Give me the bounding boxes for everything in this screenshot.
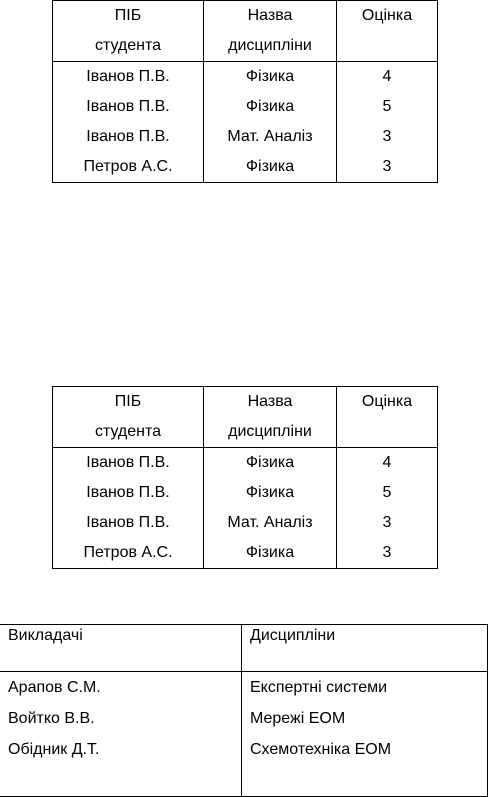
table-row (53, 478, 438, 508)
header-subject-line2: дисципліни (228, 37, 312, 54)
table-row (0, 672, 488, 797)
cell-student-name: Іванов П.В. (53, 478, 204, 508)
header-subject-line1: Назва (247, 7, 293, 24)
cell-student-name: Іванов П.В. (53, 122, 204, 152)
list-item: Войтко В.В. (8, 710, 95, 727)
header-name-line1: ПІБ (114, 393, 142, 410)
grades-table-2 (52, 386, 438, 569)
cell-student-name: Петров А.С. (53, 152, 204, 183)
cell-grade: 3 (337, 508, 438, 538)
cell-grade: 3 (337, 152, 438, 183)
cell-grade: 3 (337, 122, 438, 152)
header-subject-line2: дисципліни (228, 423, 312, 440)
table-row (53, 92, 438, 122)
cell-student-name: Петров А.С. (53, 538, 204, 569)
cell-subject: Мат. Аналіз (204, 508, 337, 538)
cell-grade: 4 (337, 448, 438, 479)
list-item: Мережі ЕОМ (250, 710, 346, 727)
header-student-name (53, 387, 204, 448)
header-subject-line1: Назва (247, 393, 293, 410)
cell-student-name: Іванов П.В. (53, 62, 204, 93)
cell-subject: Фізика (204, 152, 337, 183)
cell-grade: 4 (337, 62, 438, 93)
header-name-line1: ПІБ (114, 7, 142, 24)
table-row (53, 448, 438, 479)
header-subject (204, 1, 337, 62)
header-teachers: Викладачі (0, 625, 242, 672)
list-item: Схемотехніка ЕОМ (250, 741, 392, 758)
header-student-name (53, 1, 204, 62)
cell-subject: Фізика (204, 478, 337, 508)
table-row (53, 122, 438, 152)
table-row (53, 62, 438, 93)
cell-student-name: Іванов П.В. (53, 448, 204, 479)
header-grade (337, 387, 438, 448)
cell-grade: 3 (337, 538, 438, 569)
header-subject (204, 387, 337, 448)
table-row (53, 538, 438, 569)
cell-subject: Фізика (204, 92, 337, 122)
list-item: Арапов С.М. (8, 679, 101, 696)
header-grade-label: Оцінка (361, 7, 413, 24)
table-row (53, 508, 438, 538)
list-item: Обідник Д.Т. (8, 741, 100, 758)
list-item: Експертні системи (250, 679, 388, 696)
cell-student-name: Іванов П.В. (53, 508, 204, 538)
header-grade-label: Оцінка (361, 393, 413, 410)
cell-grade: 5 (337, 92, 438, 122)
teachers-table (0, 624, 488, 797)
cell-subject: Мат. Аналіз (204, 122, 337, 152)
header-grade (337, 1, 438, 62)
cell-subject: Фізика (204, 62, 337, 93)
cell-subject: Фізика (204, 448, 337, 479)
header-name-line2: студента (94, 37, 162, 54)
grades-table-1 (52, 0, 438, 183)
cell-grade: 5 (337, 478, 438, 508)
cell-student-name: Іванов П.В. (53, 92, 204, 122)
cell-teachers-list (0, 672, 242, 797)
cell-subjects-list (242, 672, 488, 797)
header-name-line2: студента (94, 423, 162, 440)
header-subjects: Дисципліни (242, 625, 488, 672)
cell-subject: Фізика (204, 538, 337, 569)
table-row (53, 152, 438, 183)
